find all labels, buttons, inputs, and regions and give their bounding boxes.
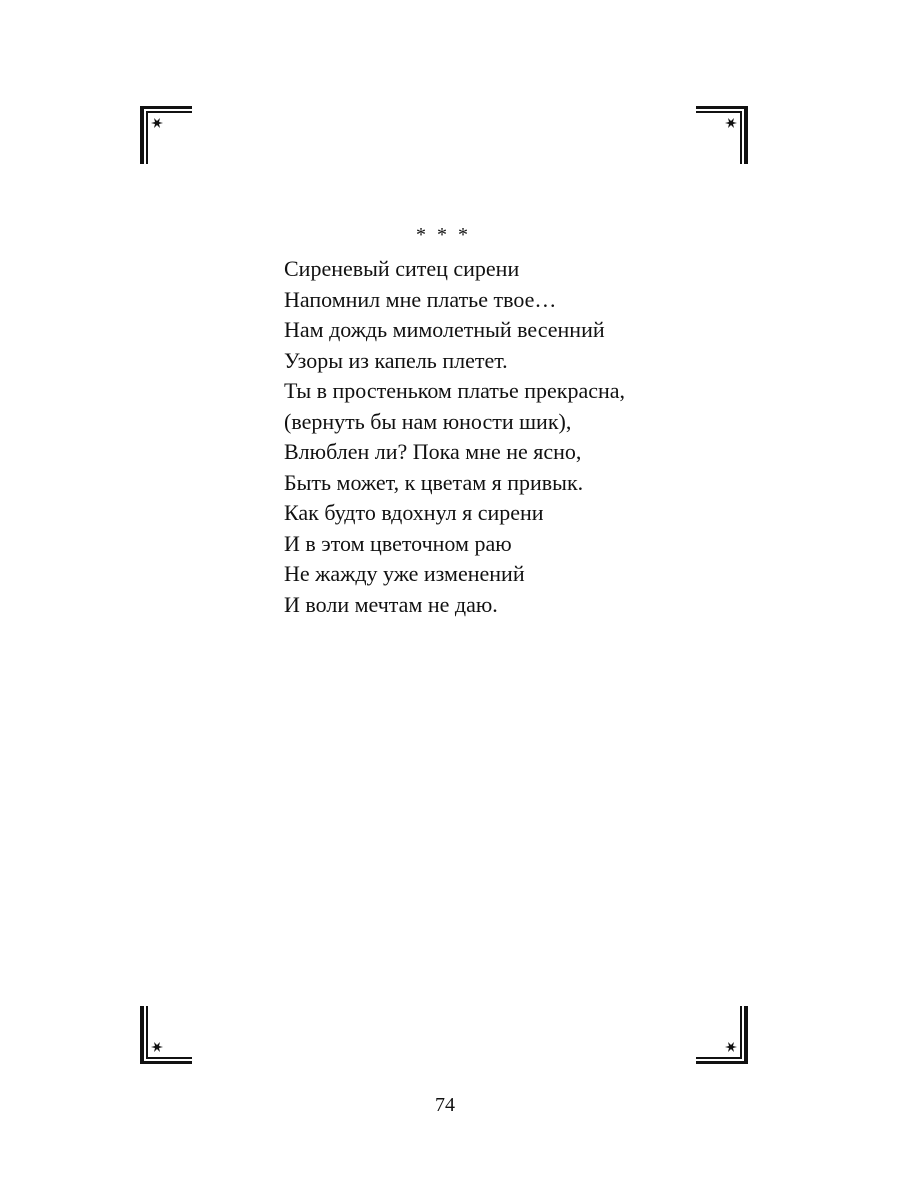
poem-line: И в этом цветочном раю: [284, 530, 512, 556]
corner-ornament-bottom-right-icon: [694, 1004, 748, 1064]
poem-line: Нам дождь мимолетный весенний: [284, 317, 605, 342]
poem-line: Ты в простеньком платье прекрасна,: [284, 378, 626, 403]
poem-line: Влюблен ли? Пока мне не ясно,: [284, 439, 582, 464]
poem-line: (вернуть бы нам юности шик),: [284, 408, 572, 434]
corner-ornament-top-left-icon: [140, 106, 194, 166]
poem-line: Узоры из капель плетет.: [284, 347, 508, 373]
poem-line: Как будто вдохнул я сирени: [284, 500, 544, 525]
poem-line: Не жажду уже изменений: [284, 561, 525, 586]
poem-line: Сиреневый ситец сирени: [284, 256, 520, 281]
corner-ornament-top-right-icon: [694, 106, 748, 166]
poem-text: [284, 254, 704, 620]
poem-separator: * * *: [416, 224, 471, 246]
poem-line: И воли мечтам не даю.: [284, 591, 498, 617]
corner-ornament-bottom-left-icon: [140, 1004, 194, 1064]
poem-line: Быть может, к цветам я привык.: [284, 469, 584, 495]
poem-line: Напомнил мне платье твое…: [284, 286, 557, 312]
page-number: 74: [435, 1094, 455, 1116]
